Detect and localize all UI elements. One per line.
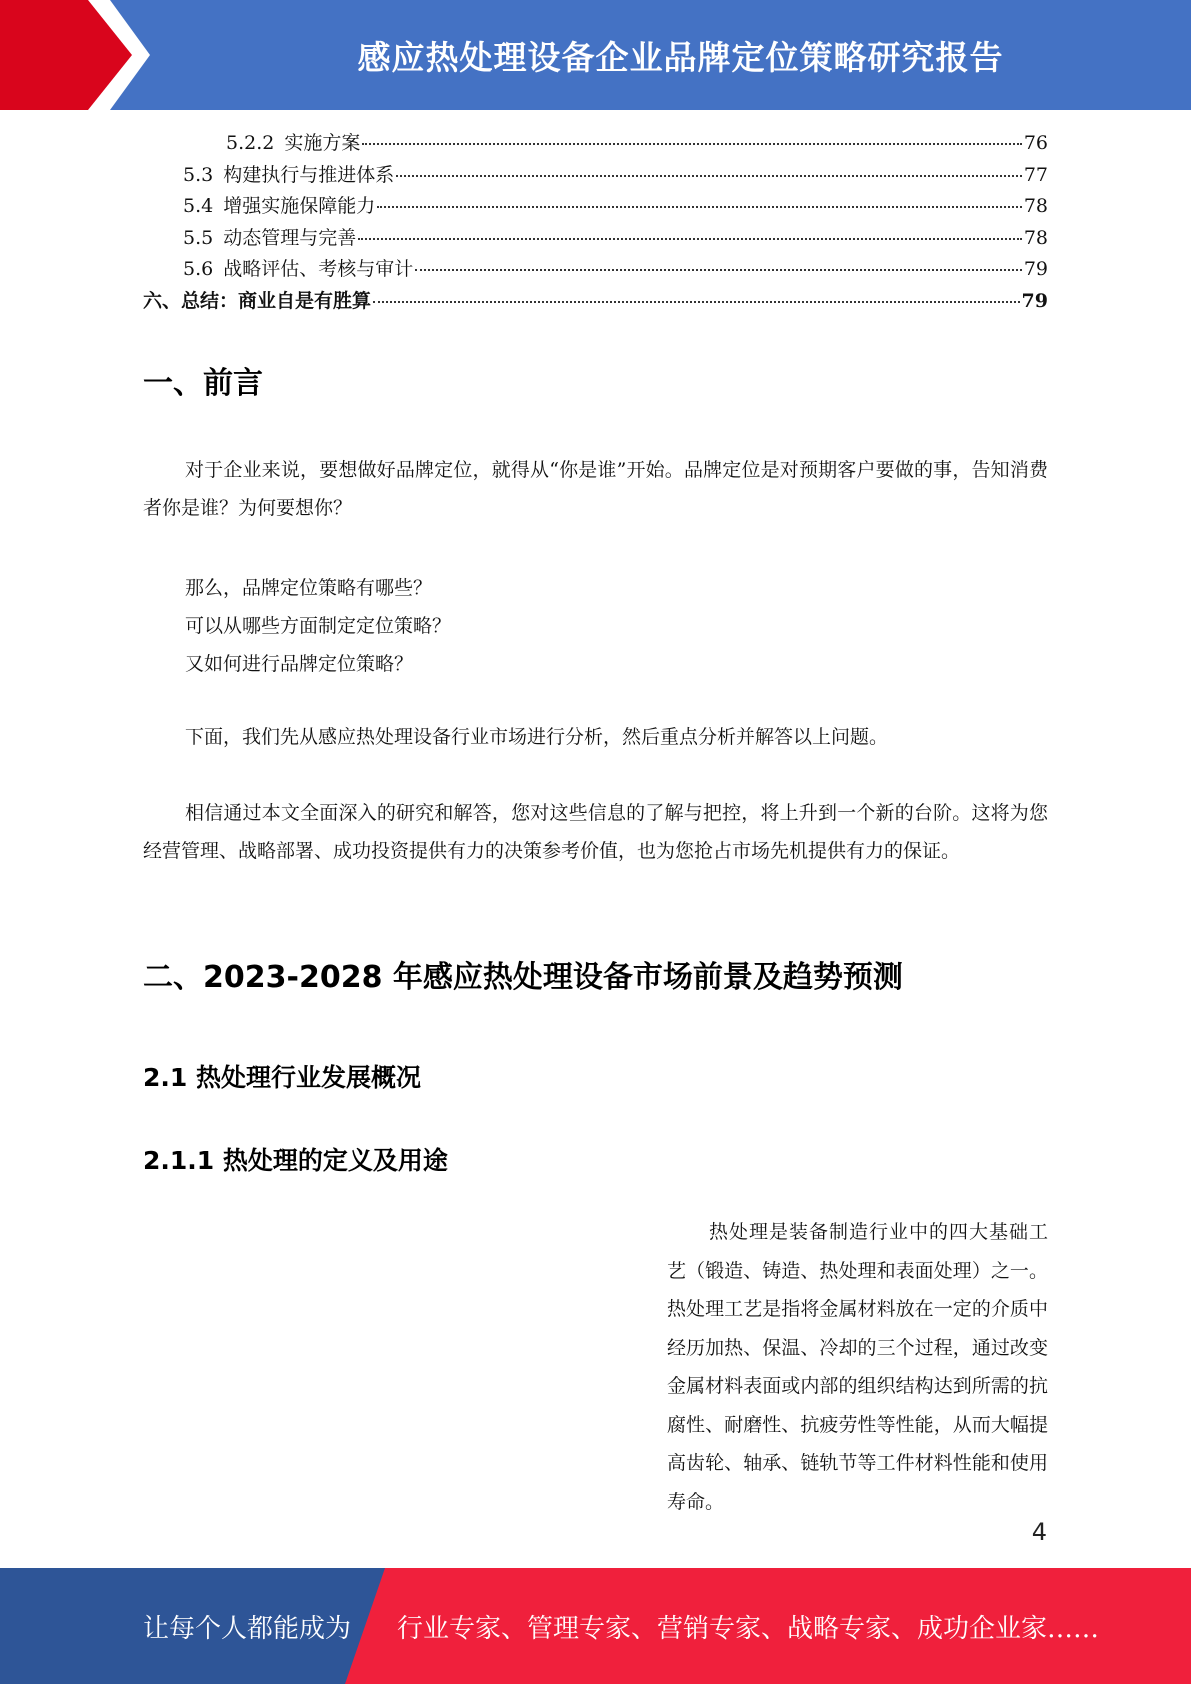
preface-question-1: 那么，品牌定位策略有哪些？ [185, 577, 433, 599]
preface-paragraph-2: 下面，我们先从感应热处理设备行业市场进行分析，然后重点分析并解答以上问题。 [185, 726, 889, 748]
toc-entry-5-3[interactable] [143, 160, 1048, 192]
toc-entry-number: 5.4 [183, 195, 214, 217]
toc-entry-5-5[interactable] [143, 223, 1048, 255]
heat-treatment-definition-paragraph: 热处理是装备制造行业中的四大基础工艺（锻造、铸造、热处理和表面处理）之一。热处理工艺是指将金属材料放在一定的介质中经历加热、保温、冷却的三个过程，通过改变金属材料表面或内部的组织结构达到所需的抗腐性、耐磨性、抗疲劳性等性能，从而大幅提高齿轮、轴承、链轨节等工件材料性能和使用寿命。 [667, 1221, 1048, 1513]
subsection-heading-2-1-1: 2.1.1 热处理的定义及用途 [143, 1146, 448, 1175]
toc-entry-number: 5.3 [183, 163, 214, 186]
toc-entry-page: 79 [1023, 258, 1048, 280]
page-number: 4 [1031, 1518, 1047, 1546]
preface-question-3: 又如何进行品牌定位策略？ [185, 653, 414, 675]
toc-entry-5-4[interactable] [143, 191, 1048, 223]
footer-slogan-left: 让每个人都能成为 [143, 1613, 352, 1644]
toc-entry-page: 79 [1021, 289, 1048, 312]
preface-paragraph-3: 相信通过本文全面深入的研究和解答，您对这些信息的了解与把控，将上升到一个新的台阶。这将为您经营管理、战略部署、成功投资提供有力的决策参考价值，也为您抢占市场先机提供有力的保证。 [143, 802, 1048, 862]
page-footer [0, 1568, 1191, 1684]
toc-entry-label: 实施方案 [284, 132, 361, 154]
toc-entry-label: 六、总结：商业自是有胜算 [143, 289, 372, 312]
page-header [0, 0, 1191, 110]
toc-entry-number: 5.2.2 [226, 132, 275, 154]
toc-entry-page: 78 [1023, 226, 1048, 249]
section-heading-market-outlook: 二、2023-2028 年感应热处理设备市场前景及趋势预测 [143, 960, 903, 995]
footer-slogan-right: 行业专家、管理专家、营销专家、战略专家、成功企业家…… [397, 1613, 1100, 1644]
toc-entry-page: 76 [1023, 132, 1048, 154]
toc-leader-dots [415, 269, 1022, 271]
subsection-heading-2-1: 2.1 热处理行业发展概况 [143, 1063, 421, 1092]
toc-entry-label: 战略评估、考核与审计 [223, 258, 414, 280]
toc-entry-number: 5.5 [183, 226, 214, 249]
preface-paragraph-1: 对于企业来说，要想做好品牌定位，就得从“你是谁”开始。品牌定位是对预期客户要做的事，告知消费者你是谁？为何要想你？ [143, 459, 1048, 519]
preface-question-2: 可以从哪些方面制定定位策略？ [185, 615, 452, 637]
report-title: 感应热处理设备企业品牌定位策略研究报告 [357, 37, 1004, 77]
toc-entry-number: 5.6 [183, 258, 214, 280]
section-heading-preface: 一、前言 [143, 366, 263, 401]
toc-entry-label: 增强实施保障能力 [223, 195, 376, 217]
toc-leader-dots [362, 143, 1021, 145]
toc-entry-label: 构建执行与推进体系 [223, 163, 395, 186]
toc-entry-5-2-2[interactable] [143, 128, 1048, 160]
toc-entry-page: 78 [1023, 195, 1048, 217]
table-of-contents [143, 128, 1048, 317]
toc-entry-6[interactable] [143, 286, 1048, 318]
toc-leader-dots [358, 238, 1022, 240]
toc-entry-label: 动态管理与完善 [223, 226, 357, 249]
toc-leader-dots [377, 206, 1022, 208]
toc-entry-page: 77 [1023, 163, 1048, 186]
toc-leader-dots [396, 175, 1022, 177]
toc-leader-dots [373, 301, 1020, 303]
toc-entry-5-6[interactable] [143, 254, 1048, 286]
